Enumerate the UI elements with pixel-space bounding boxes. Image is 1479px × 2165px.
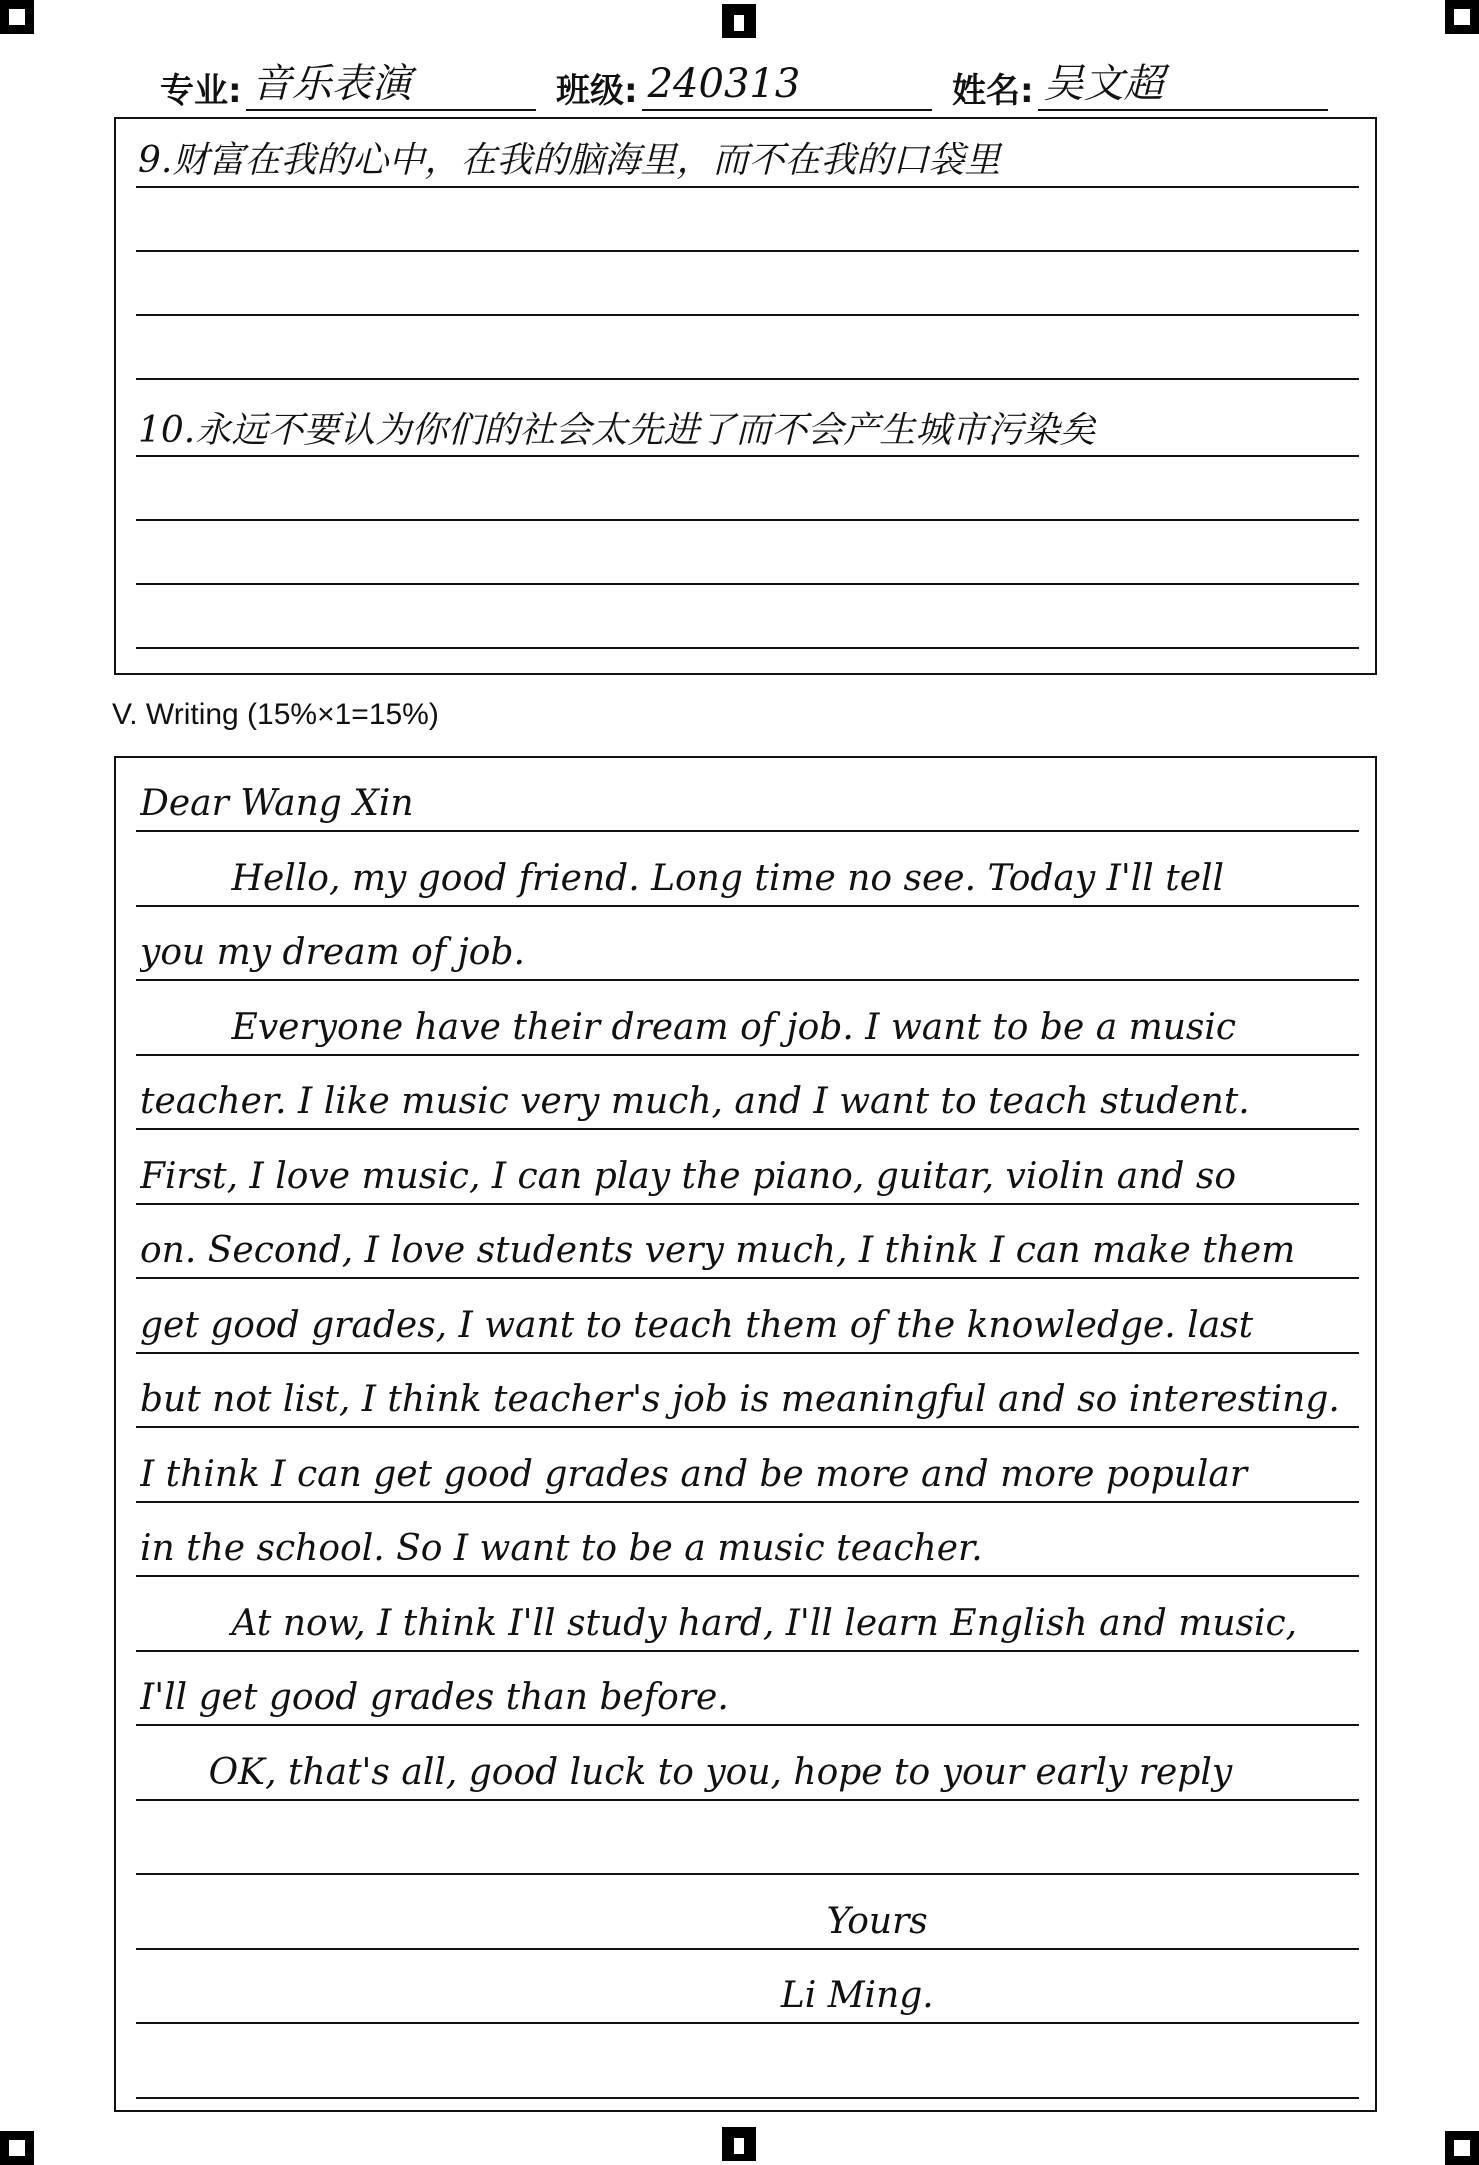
alignment-marker-top-center bbox=[722, 4, 756, 38]
rule-line bbox=[136, 378, 1359, 380]
letter-line: teacher. I like music very much, and I want to teach student. bbox=[140, 1081, 1250, 1122]
student-info-header bbox=[0, 55, 1479, 115]
rule-line bbox=[136, 1352, 1359, 1354]
rule-line bbox=[136, 647, 1359, 649]
alignment-marker-bottom-center bbox=[722, 2127, 756, 2161]
letter-line: At now, I think I'll study hard, I'll learn English and music, bbox=[140, 1603, 1298, 1644]
rule-line bbox=[136, 1650, 1359, 1652]
rule-line bbox=[136, 186, 1359, 188]
rule-line bbox=[136, 1873, 1359, 1875]
class-field bbox=[556, 55, 932, 111]
writing-section-title: V. Writing (15%×1=15%) bbox=[112, 698, 439, 731]
rule-line bbox=[136, 1054, 1359, 1056]
rule-line bbox=[136, 1277, 1359, 1279]
rule-line bbox=[136, 455, 1359, 457]
major-label: 专业: bbox=[160, 71, 242, 111]
letter-line: I think I can get good grades and be more and more popular bbox=[140, 1454, 1248, 1495]
rule-line bbox=[136, 1575, 1359, 1577]
letter-line: in the school. So I want to be a music teacher. bbox=[140, 1528, 983, 1569]
letter-line: OK, that's all, good luck to you, hope to your early reply bbox=[140, 1752, 1233, 1793]
rule-line bbox=[136, 1948, 1359, 1950]
rule-line bbox=[136, 1128, 1359, 1130]
name-value: 吴文超 bbox=[1038, 59, 1328, 111]
rule-line bbox=[136, 519, 1359, 521]
rule-line bbox=[136, 1203, 1359, 1205]
translation-answer-box bbox=[114, 117, 1377, 675]
corner-marker-bottom-right bbox=[1445, 2131, 1479, 2165]
rule-line bbox=[136, 1501, 1359, 1503]
rule-line bbox=[136, 250, 1359, 252]
letter-line: Everyone have their dream of job. I want to be a music bbox=[140, 1007, 1237, 1048]
class-label: 班级: bbox=[556, 71, 638, 111]
corner-marker-bottom-left bbox=[0, 2131, 34, 2165]
rule-line bbox=[136, 314, 1359, 316]
letter-line: but not list, I think teacher's job is meaningful and so interesting. bbox=[140, 1379, 1340, 1420]
rule-line bbox=[136, 1799, 1359, 1801]
letter-line: First, I love music, I can play the piano, guitar, violin and so bbox=[140, 1156, 1236, 1197]
writing-answer-box bbox=[114, 756, 1377, 2112]
rule-line bbox=[136, 2022, 1359, 2024]
letter-line: Hello, my good friend. Long time no see. Today I'll tell bbox=[140, 858, 1225, 899]
answer-q9: 9.财富在我的心中，在我的脑海里，而不在我的口袋里 bbox=[138, 140, 1001, 181]
major-value: 音乐表演 bbox=[246, 59, 536, 111]
letter-line: you my dream of job. bbox=[140, 932, 525, 973]
letter-line: Yours bbox=[140, 1901, 928, 1942]
major-field bbox=[160, 55, 536, 111]
rule-line bbox=[136, 583, 1359, 585]
rule-line bbox=[136, 979, 1359, 981]
letter-line: on. Second, I love students very much, I think I can make them bbox=[140, 1230, 1296, 1271]
corner-marker-top-right bbox=[1445, 0, 1479, 34]
letter-line: Li Ming. bbox=[140, 1975, 934, 2016]
rule-line bbox=[136, 830, 1359, 832]
rule-line bbox=[136, 2097, 1359, 2099]
rule-line bbox=[136, 905, 1359, 907]
name-label: 姓名: bbox=[952, 71, 1034, 111]
letter-line: Dear Wang Xin bbox=[140, 783, 414, 824]
rule-line bbox=[136, 1426, 1359, 1428]
letter-line: get good grades, I want to teach them of the knowledge. last bbox=[140, 1305, 1254, 1346]
corner-marker-top-left bbox=[0, 0, 34, 34]
rule-line bbox=[136, 1724, 1359, 1726]
answer-q10: 10.永远不要认为你们的社会太先进了而不会产生城市污染矣 bbox=[138, 410, 1096, 451]
name-field bbox=[952, 55, 1328, 111]
letter-line: I'll get good grades than before. bbox=[140, 1677, 729, 1718]
class-value: 240313 bbox=[642, 59, 932, 111]
